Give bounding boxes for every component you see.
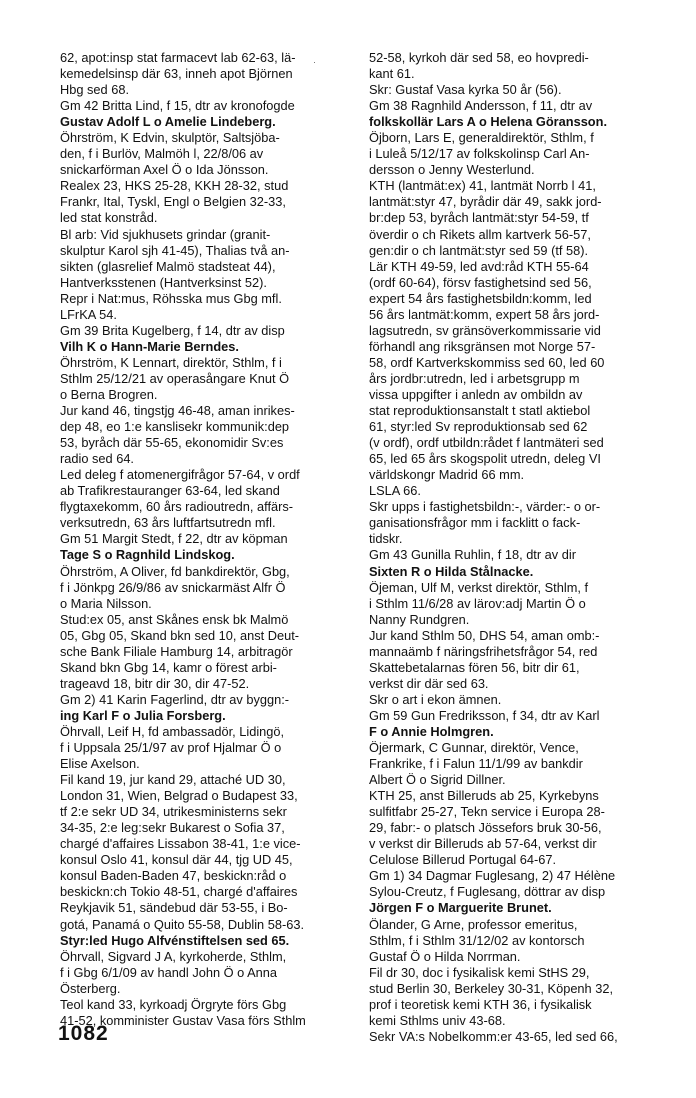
text-line: o Berna Brogren. [60,386,158,402]
text-line: gotá, Panamá o Quito 55-58, Dublin 58-63. [60,916,305,932]
text-line: ganisationsfrågor mm i facklitt o fack- [369,515,581,531]
text-line: Frankr, Ital, Tyskl, Engl o Belgien 32-33, [60,194,286,210]
text-line: stat reproduktionsanstalt t statl aktiebol [369,403,591,419]
text-line: Öhrström, A Oliver, fd bankdirektör, Gbg, [60,563,290,579]
text-line: verkst dir där sed 63. [369,675,489,691]
text-line: 58, ordf Kartverkskommiss sed 60, led 60 [369,354,605,370]
text-line: Nanny Rundgren. [369,611,470,627]
text-line: Gustaf Ö o Hilda Norrman. [369,948,521,964]
text-line: Fil dr 30, doc i fysikalisk kemi StHS 29, [369,964,590,980]
text-line: flygtaxekomm, 60 års radioutredn, affärs- [60,499,294,515]
entry-heading-line: Jörgen F o Marguerite Brunet. [369,900,552,916]
right-text-column [369,50,665,1045]
text-line: Gm 43 Gunilla Ruhlin, f 18, dtr av dir [369,547,576,563]
text-line: 05, Gbg 05, Skand bkn sed 10, anst Deut- [60,627,300,643]
text-line: Albert Ö o Sigrid Dillner. [369,772,506,788]
text-line: beskickn:ch Tokio 48-51, chargé d'affaires [60,884,298,900]
text-line: Gm 42 Britta Lind, f 15, dtr av kronofogde [60,98,295,114]
text-line: led stat konstråd. [60,210,158,226]
text-line: skulptur Karol sjh 41-45), Thalias två an- [60,242,290,258]
text-line: konsul Baden-Baden 47, beskickn:råd o [60,868,287,884]
text-line: LSLA 66. [369,483,421,499]
text-line: konsul Oslo 41, konsul där 44, tjg UD 45, [60,852,293,868]
text-line: LFrKA 54. [60,306,117,322]
left-text-column [60,50,353,1029]
entry-heading-line: Sixten R o Hilda Stålnacke. [369,563,534,579]
text-line: Hantverksstenen (Hantverksinst 52). [60,274,267,290]
text-line: (v ordf), ordf utbildn:rådet f lantmäteri sed [369,435,604,451]
text-line: Gm 2) 41 Karin Fagerlind, dtr av byggn:- [60,691,290,707]
text-line: Ölander, G Arne, professor emeritus, [369,916,578,932]
text-line: sikten (glasrelief Malmö stadsteat 44), [60,258,276,274]
text-line: Elise Axelson. [60,756,140,772]
text-line: Öhrström, K Edvin, skulptör, Saltsjöba- [60,130,280,146]
text-line: expert 54 års fastighetsbildn:komm, led [369,290,592,306]
text-line: 29, fabr:- o platsch Jössefors bruk 30-56, [369,820,602,836]
text-line: sche Bank Filiale Hamburg 14, arbitragör [60,643,293,659]
text-line: Sylou-Creutz, f Fuglesang, döttrar av disp [369,884,606,900]
text-line: 61, styr:led Sv reproduktionsab sed 62 [369,419,588,435]
text-line: Öjborn, Lars E, generaldirektör, Sthlm, f [369,130,594,146]
text-line: Jur kand Sthlm 50, DHS 54, aman omb:- [369,627,600,643]
text-line: Gm 39 Brita Kugelberg, f 14, dtr av disp [60,322,285,338]
text-line: 62, apot:insp stat farmacevt lab 62-63, lä- [60,50,296,65]
text-line: Öhrström, K Lennart, direktör, Sthlm, f i [60,354,282,370]
text-line: 41-52, komminister Gustav Vasa förs Sthlm [60,1012,306,1028]
text-line: 52-58, kyrkoh där sed 58, eo hovpredi- [369,50,589,65]
entry-heading-line: Styr:led Hugo Alfvénstiftelsen sed 65. [60,932,290,948]
text-line: KTH 25, anst Billeruds ab 25, Kyrkebyns [369,788,599,804]
text-line: års jordbr:utredn, led i arbetsgrupp m [369,370,580,386]
text-line: kemi Sthlms univ 43-68. [369,1012,506,1028]
text-line: f i Gbg 6/1/09 av handl John Ö o Anna [60,964,277,980]
entry-heading-line: folkskollär Lars A o Helena Göransson. [369,114,607,130]
entry-heading-line: Tage S o Ragnhild Lindskog. [60,547,235,563]
text-line: KTH (lantmät:ex) 41, lantmät Norrb l 41, [369,178,596,194]
text-line: 53, byråch där 55-65, ekonomidir Sv:es [60,435,284,451]
text-line: Bl arb: Vid sjukhusets grindar (granit- [60,226,271,242]
entry-heading-line: Gustav Adolf L o Amelie Lindeberg. [60,114,276,130]
text-line: Öjeman, Ulf M, verkst direktör, Sthlm, f [369,579,589,595]
entry-heading-line: Vilh K o Hann-Marie Berndes. [60,338,239,354]
text-line: Öjermark, C Gunnar, direktör, Vence, [369,740,579,756]
text-line: i Luleå 5/12/17 av folkskolinsp Carl An- [369,146,590,162]
text-line: verksutredn, 63 års luftfartsutredn mfl. [60,515,276,531]
text-line: Gm 1) 34 Dagmar Fuglesang, 2) 47 Hélène [369,868,616,884]
text-line: Sthlm 25/12/21 av operasångare Knut Ö [60,370,290,386]
text-line: Skr: Gustaf Vasa kyrka 50 år (56). [369,82,562,98]
text-line: 56 års lantmät:komm, expert 58 års jord- [369,306,600,322]
text-line: 34-35, 2:e leg:sekr Bukarest o Sofia 37, [60,820,285,836]
text-line: Jur kand 46, tingstjg 46-48, aman inrikes- [60,403,295,419]
text-line: Celulose Billerud Portugal 64-67. [369,852,557,868]
text-line: Reykjavik 51, sändebud där 53-55, i Bo- [60,900,288,916]
text-line: dep 48, eo 1:e kanslisekr kommunik:dep [60,419,290,435]
text-line: lantmät:styr 47, byrådir där 49, sakk jord- [369,194,602,210]
text-line: tf 2:e sekr UD 34, utrikesministerns sekr [60,804,287,820]
entry-heading-line: F o Annie Holmgren. [369,723,494,739]
text-line: Öhrvall, Leif H, fd ambassadör, Lidingö, [60,723,285,739]
text-line: Sekr VA:s Nobelkomm:er 43-65, led sed 66, [369,1028,618,1044]
text-line: br:dep 53, byråch lantmät:styr 54-59, tf [369,210,589,226]
text-line: kant 61. [369,66,415,82]
text-line: dersson o Jenny Westerlund. [369,162,535,178]
text-line: mannaämb f näringsfrihetsfrågor 54, red [369,643,598,659]
text-line: Sthlm, f i Sthlm 31/12/02 av kontorsch [369,932,585,948]
page-number: 1082 [58,1022,109,1045]
text-line: London 31, Wien, Belgrad o Budapest 33, [60,788,298,804]
text-line: Hbg sed 68. [60,82,130,98]
text-line: 65, led 65 års skogspolit utredn, deleg VI [369,451,601,467]
entry-heading-line: ing Karl F o Julia Forsberg. [60,707,226,723]
text-line: Led deleg f atomenergifrågor 57-64, v ordf [60,467,300,483]
text-line: förhandl ang riksgränsen mot Norge 57- [369,338,596,354]
text-line: Stud:ex 05, anst Skånes ensk bk Malmö [60,611,289,627]
text-line: Frankrike, f i Falun 11/1/99 av bankdir [369,756,583,772]
text-line: lagsutredn, sv gränsöverkommissarie vid [369,322,601,338]
text-line: prof i teoretisk kemi KTH 36, i fysikalisk [369,996,592,1012]
text-line: Öhrvall, Sigvard J A, kyrkoherde, Sthlm, [60,948,287,964]
text-line: f i Uppsala 25/1/97 av prof Hjalmar Ö o [60,740,282,756]
text-line: världskongr Madrid 66 mm. [369,467,525,483]
text-line: tidskr. [369,531,403,547]
text-line: Skr upps i fastighetsbildn:-, värder:- o or- [369,499,601,515]
text-line: trageavd 18, bitr dir 30, dir 47-52. [60,675,250,691]
text-line: Gm 38 Ragnhild Andersson, f 11, dtr av [369,98,593,114]
text-line: Realex 23, HKS 25-28, KKH 28-32, stud [60,178,289,194]
text-line: gen:dir o ch lantmät:styr sed 59 (tf 58). [369,242,589,258]
text-line: Teol kand 33, kyrkoadj Örgryte förs Gbg [60,996,287,1012]
text-line: stud Berlin 30, Berkeley 30-31, Köpenh 32, [369,980,614,996]
text-line: kemedelsinsp där 63, inneh apot Björnen [60,66,293,82]
text-line: snickarförman Axel Ö o Ida Jönsson. [60,162,269,178]
text-line: (ordf 60-64), försv fastighetsind sed 56, [369,274,592,290]
text-line: chargé d'affaires Lissabon 38-41, 1:e vice- [60,836,301,852]
text-line: Skand bkn Gbg 14, kamr o förest arbi- [60,659,277,675]
text-line: Skr o art i ekon ämnen. [369,691,502,707]
text-line: i Sthlm 11/6/28 av lärov:adj Martin Ö o [369,595,586,611]
text-line: Gm 51 Margit Stedt, f 22, dtr av köpman [60,531,288,547]
text-line: vissa uppgifter i anledn av ombildn av [369,386,583,402]
text-line: den, f i Burlöv, Malmöh l, 22/8/06 av [60,146,264,162]
text-line: Gm 59 Gun Fredriksson, f 34, dtr av Karl [369,707,600,723]
text-line: Repr i Nat:mus, Röhsska mus Gbg mfl. [60,290,282,306]
text-line: Fil kand 19, jur kand 29, attaché UD 30, [60,772,286,788]
text-line: ab Trafikrestauranger 63-64, led skand [60,483,280,499]
text-line: f i Jönkpg 26/9/86 av snickarmäst Alfr Ö [60,579,286,595]
text-line: radio sed 64. [60,451,134,467]
text-line: sulfitfabr 25-27, Tekn service i Europa 28- [369,804,605,820]
text-line: överdir o ch Rikets allm kartverk 56-57, [369,226,591,242]
text-line: Skattebetalarnas fören 56, bitr dir 61, [369,659,580,675]
text-line: Österberg. [60,980,121,996]
text-line: o Maria Nilsson. [60,595,152,611]
text-line: Lär KTH 49-59, led avd:råd KTH 55-64 [369,258,589,274]
text-line: v verkst dir Billeruds ab 57-64, verkst dir [369,836,597,852]
